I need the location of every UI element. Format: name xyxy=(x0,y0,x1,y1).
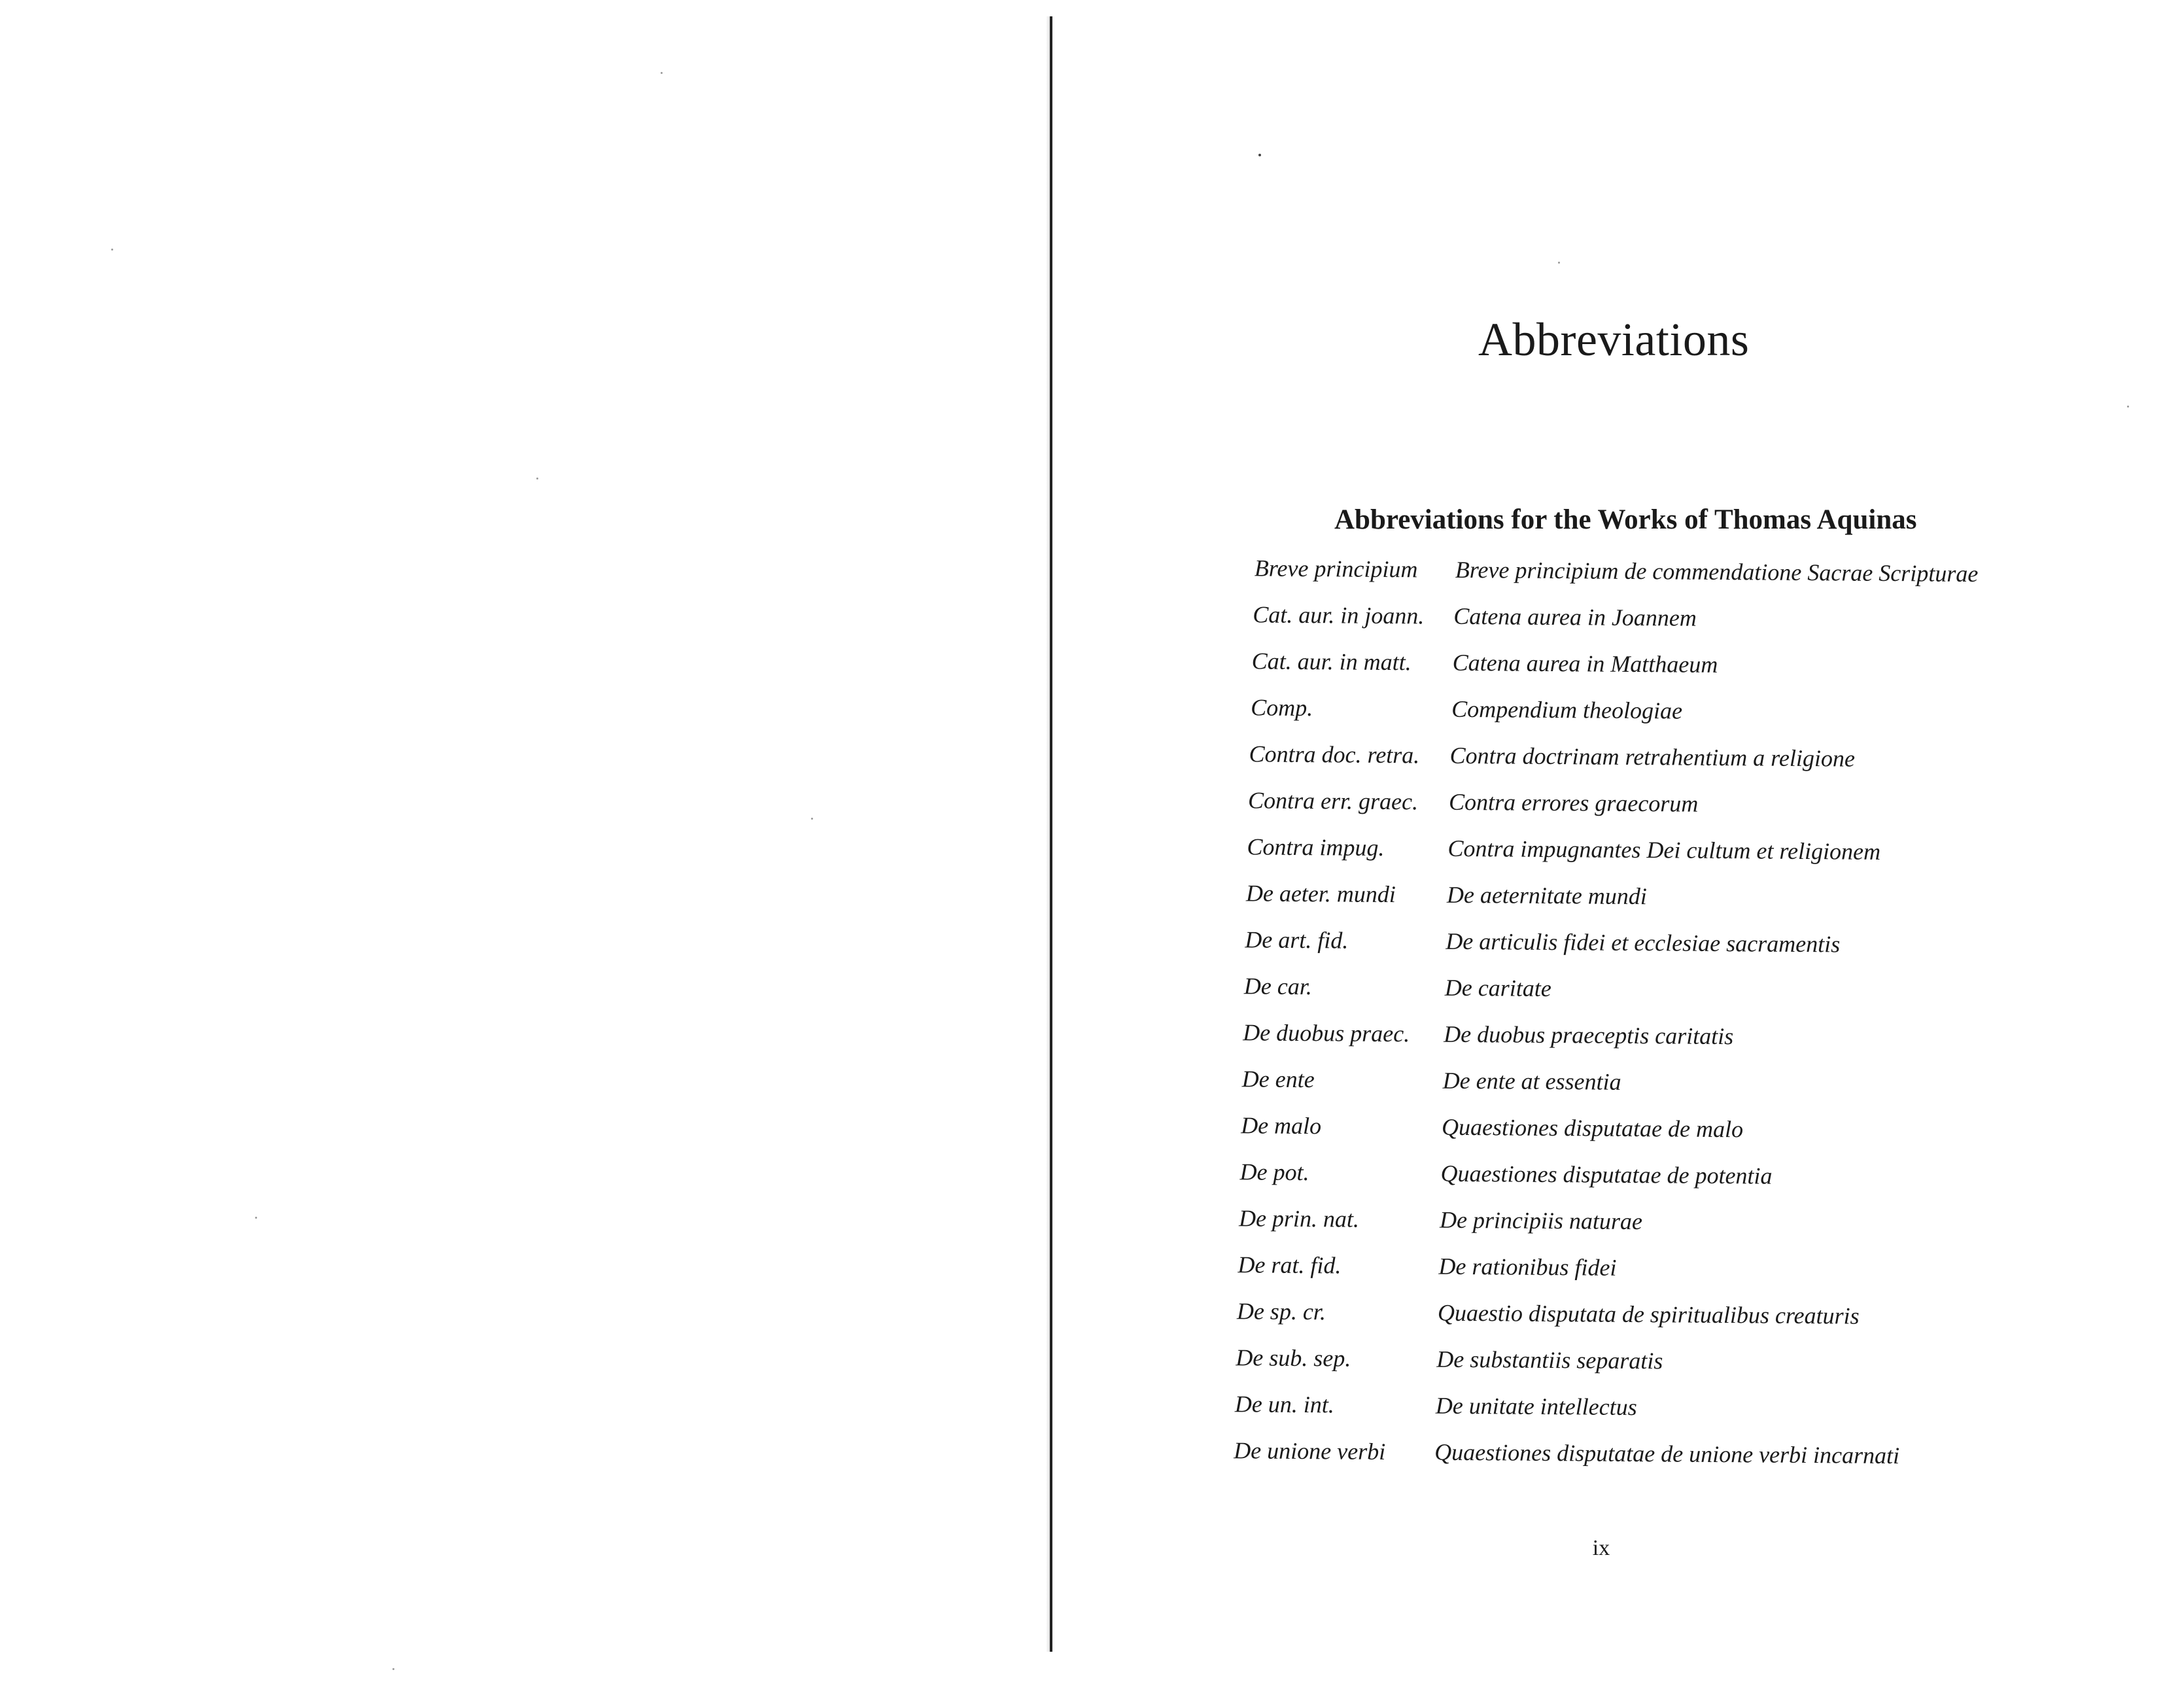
list-item xyxy=(1248,786,2182,835)
abbreviation-expansion: De caritate xyxy=(1444,974,1551,1002)
abbreviation-term: Contra err. graec. xyxy=(1247,787,1419,815)
abbreviation-expansion: De aeternitate mundi xyxy=(1446,881,1648,910)
abbreviation-term: De sp. cr. xyxy=(1236,1298,1326,1325)
abbreviation-term: Comp. xyxy=(1251,694,1313,722)
list-item xyxy=(1238,1251,2182,1299)
abbreviation-term: Contra impug. xyxy=(1247,833,1385,861)
list-item xyxy=(1251,647,2182,695)
abbreviation-expansion: Quaestiones disputatae de malo xyxy=(1441,1113,1744,1143)
abbreviation-term: De ente xyxy=(1241,1066,1315,1093)
abbreviation-term: De car. xyxy=(1243,973,1312,1000)
abbreviation-expansion: De substantiis separatis xyxy=(1436,1346,1663,1374)
abbreviation-expansion: Quaestio disputata de spiritualibus creaturis xyxy=(1437,1299,1860,1329)
abbreviation-term: Breve principium xyxy=(1254,555,1418,583)
abbreviation-expansion: De rationibus fidei xyxy=(1438,1253,1617,1281)
page-title: Abbreviations xyxy=(1478,313,1750,366)
abbreviation-expansion: Contra errores graecorum xyxy=(1448,788,1699,817)
list-item xyxy=(1253,601,2182,649)
abbreviation-term: Cat. aur. in matt. xyxy=(1251,648,1411,676)
list-item xyxy=(1247,833,2182,881)
abbreviation-expansion: Quaestiones disputatae de potentia xyxy=(1440,1160,1773,1189)
abbreviation-expansion: Catena aurea in Matthaeum xyxy=(1452,649,1718,678)
abbreviation-term: De sub. sep. xyxy=(1236,1344,1351,1372)
abbreviation-expansion: De articulis fidei et ecclesiae sacramentis xyxy=(1446,928,1841,958)
abbreviation-expansion: Contra impugnantes Dei cultum et religionem xyxy=(1447,835,1881,865)
list-item xyxy=(1235,1390,2182,1438)
abbreviation-term: De rat. fid. xyxy=(1238,1251,1342,1279)
abbreviation-term: De duobus praec. xyxy=(1243,1019,1410,1047)
paper-speck xyxy=(811,818,813,820)
paper-speck xyxy=(661,72,663,74)
list-item xyxy=(1236,1344,2182,1392)
paper-speck xyxy=(255,1217,257,1219)
abbreviation-expansion: Contra doctrinam retrahentium a religione xyxy=(1449,742,1856,772)
abbreviation-expansion: Compendium theologiae xyxy=(1451,695,1683,724)
list-item xyxy=(1245,926,2182,974)
abbreviation-expansion: De ente at essentia xyxy=(1442,1067,1621,1095)
abbreviation-term: De unione verbi xyxy=(1234,1437,1386,1465)
list-item xyxy=(1239,1204,2182,1253)
abbreviation-term: De pot. xyxy=(1239,1159,1309,1186)
list-item xyxy=(1249,740,2182,788)
list-item xyxy=(1241,1065,2182,1113)
list-item xyxy=(1237,1297,2182,1346)
abbreviation-term: De un. int. xyxy=(1234,1391,1334,1418)
paper-speck xyxy=(536,478,538,479)
paper-speck xyxy=(392,1668,394,1670)
list-item xyxy=(1246,879,2182,928)
abbreviation-expansion: Breve principium de commendatione Sacrae Scripturae xyxy=(1455,556,1979,587)
abbreviation-term: De prin. nat. xyxy=(1238,1205,1360,1232)
list-item xyxy=(1243,1019,2182,1067)
abbreviation-expansion: Quaestiones disputatae de unione verbi incarnati xyxy=(1434,1438,1900,1469)
list-item xyxy=(1241,1111,2182,1160)
abbreviation-term: De aeter. mundi xyxy=(1245,880,1396,908)
abbreviation-term: De art. fid. xyxy=(1245,926,1349,954)
abbreviation-expansion: De unitate intellectus xyxy=(1435,1392,1637,1421)
left-page-blank xyxy=(0,0,1047,1699)
list-item xyxy=(1239,1158,2182,1206)
list-item xyxy=(1234,1437,2182,1485)
abbreviation-expansion: Catena aurea in Joannem xyxy=(1453,602,1697,631)
list-item xyxy=(1255,554,2182,602)
abbreviation-term: Cat. aur. in joann. xyxy=(1253,601,1425,629)
section-heading: Abbreviations for the Works of Thomas Aquinas xyxy=(1334,504,1917,535)
abbreviation-expansion: De principiis naturae xyxy=(1439,1206,1643,1235)
abbreviation-list xyxy=(1045,0,2182,1707)
abbreviation-term: Contra doc. retra. xyxy=(1249,741,1420,769)
right-page xyxy=(1054,0,2182,1699)
abbreviation-term: De malo xyxy=(1241,1112,1322,1140)
list-item xyxy=(1251,693,2182,742)
abbreviation-expansion: De duobus praeceptis caritatis xyxy=(1444,1020,1734,1050)
page-number: ix xyxy=(1592,1536,1610,1560)
list-item xyxy=(1244,972,2182,1020)
paper-speck xyxy=(111,249,113,251)
